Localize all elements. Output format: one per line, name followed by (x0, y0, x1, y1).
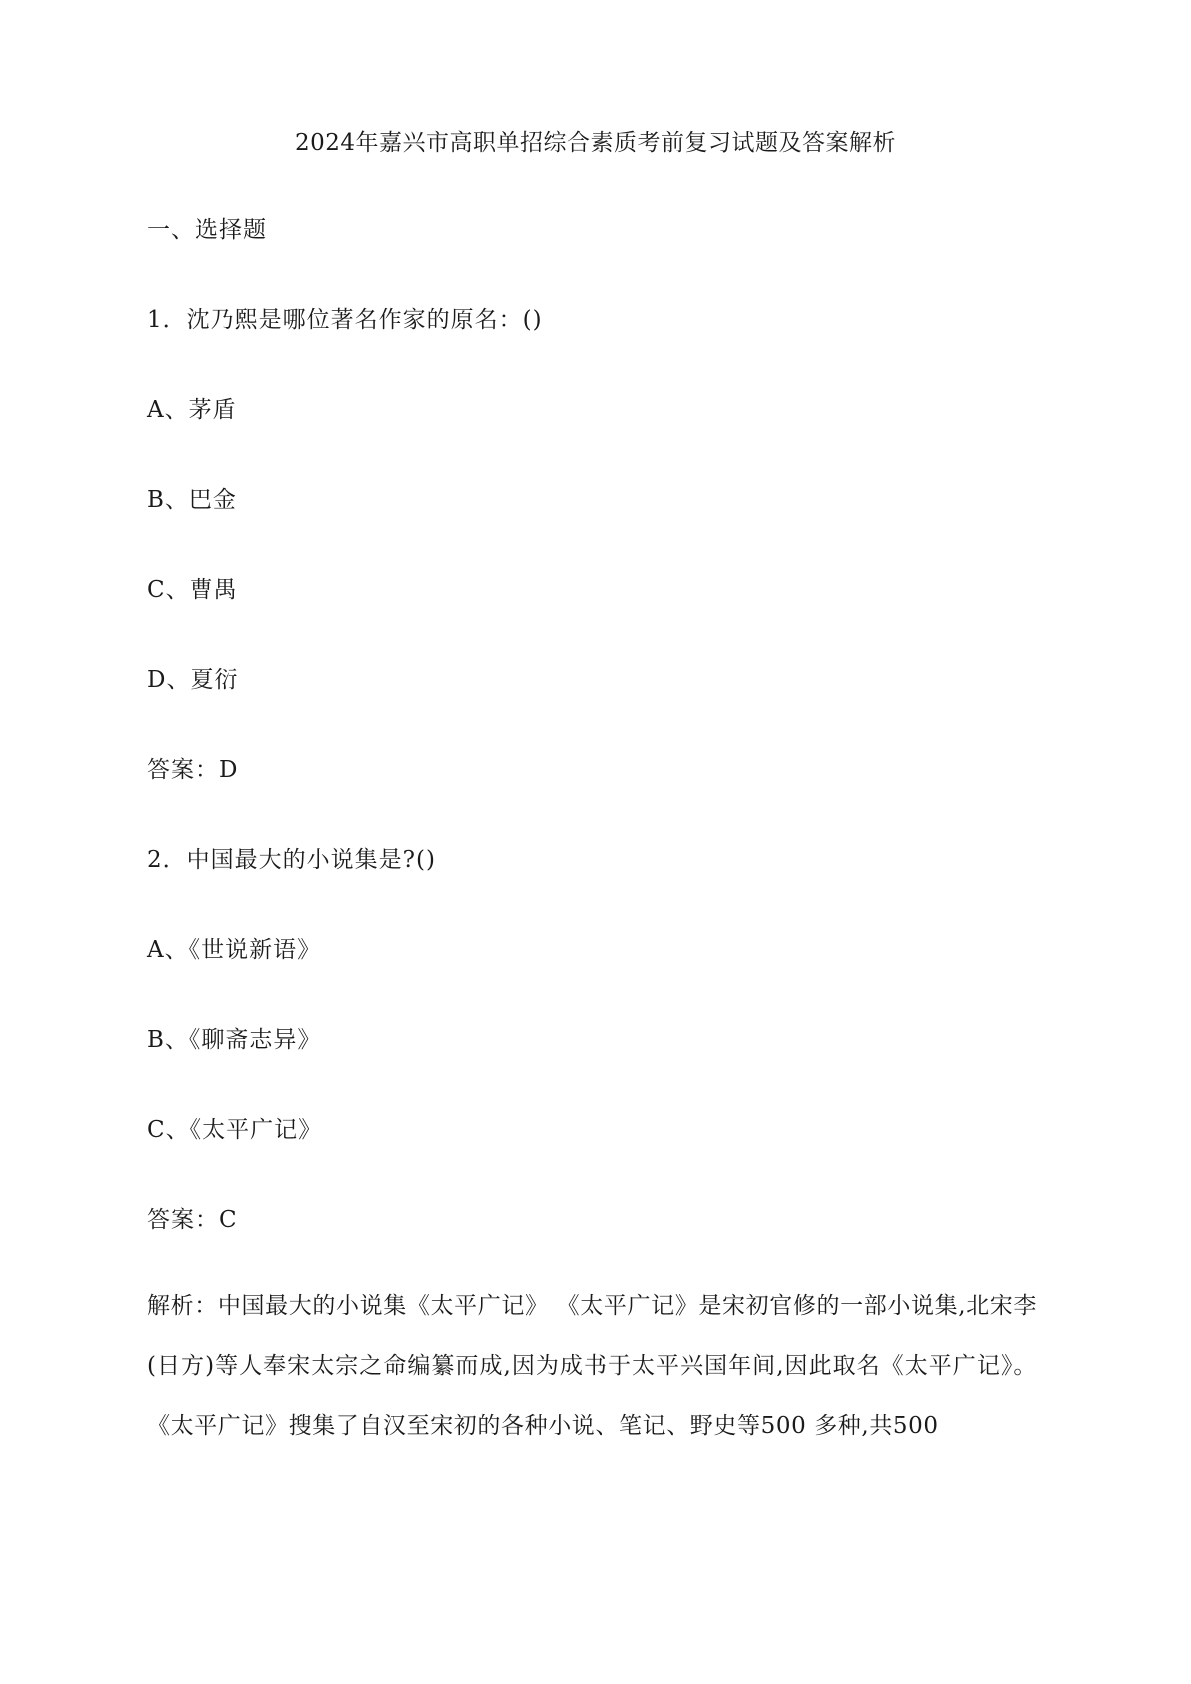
question-1-option-c: C、曹禺 (147, 577, 238, 603)
document-title: 2024年嘉兴市高职单招综合素质考前复习试题及答案解析 (294, 130, 897, 156)
question-2-option-b: B、《聊斋志异》 (147, 1027, 322, 1053)
question-1-text: 1．沈乃熙是哪位著名作家的原名：() (147, 307, 543, 333)
question-1-answer: 答案：D (147, 757, 239, 783)
question-2-option-c: C、《太平广记》 (147, 1117, 323, 1143)
section-heading: 一、选择题 (147, 217, 267, 243)
question-2-option-a: A、《世说新语》 (147, 937, 322, 963)
question-1-option-d: D、夏衍 (147, 667, 239, 693)
question-2-text: 2．中国最大的小说集是?() (147, 847, 436, 873)
question-1-option-b: B、巴金 (147, 487, 237, 513)
question-2-analysis: 解析：中国最大的小说集《太平广记》 《太平广记》是宋初官修的一部小说集,北宋李(日方)等人奉宋太宗之命编纂而成,因为成书于太平兴国年间,因此取名《太平广记》。 《太平广记》搜集了自汉至宋初的各种小说、笔记、野史等500 多种,共500 (147, 1293, 1037, 1439)
question-1-option-a: A、茅盾 (147, 397, 237, 423)
question-2-answer: 答案：C (147, 1207, 238, 1233)
